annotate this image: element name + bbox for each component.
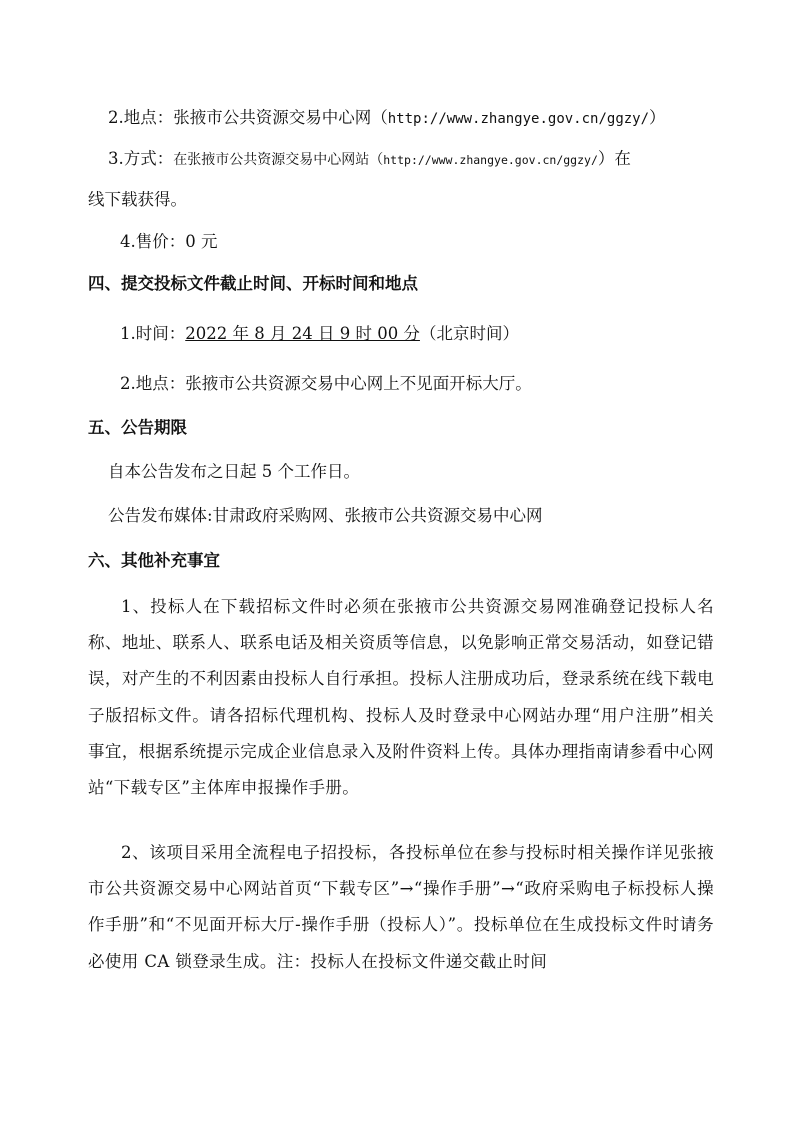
deadline-line <box>120 323 519 345</box>
location-line <box>108 107 666 130</box>
deadline-datetime: 2022 年 8 月 24 日 9 时 00 分 <box>185 324 420 343</box>
method-label: 方式： <box>123 149 174 168</box>
deadline-note: （北京时间） <box>419 324 519 343</box>
price-label: 售价： <box>135 232 186 251</box>
supplementary-paragraph-1: 1、投标人在下载招标文件时必须在张掖市公共资源交易网准确登记投标人名称、地址、联系人、联系电话及相关资质等信息，以免影响正常交易活动，如登记错误，对产生的不利因素由投标人自行承担。投标人注册成功后，登录系统在线下载电子版招标文件。请各招标代理机构、投标人及时登录中心网站办理“用户注册”相关事宜，根据系统提示完成企业信息录入及附件资料上传。具体办理指南请参看中心网站“下载专区”主体库申报操作手册。 <box>88 597 714 798</box>
price-number: 4. <box>120 232 136 251</box>
section-6-heading: 六、其他补充事宜 <box>88 551 220 570</box>
method-close: ）在 <box>597 149 631 168</box>
opening-location-text: 张掖市公共资源交易中心网上不见面开标大厅。 <box>185 374 532 393</box>
supplementary-paragraph-2: 2、该项目采用全流程电子招投标，各投标单位在参与投标时相关操作详见张掖市公共资源交易中心网站首页“下载专区”→“操作手册”→“政府采购电子标投标人操作手册”和“不见面开标大厅-操作手册（投标人）”。投标单位在生成投标文件时请务必使用 CA 锁登录生成。注：投标人在投标文件递交截止时间 <box>88 843 714 971</box>
deadline-number: 1. <box>120 324 136 343</box>
section-4-heading: 四、提交投标文件截止时间、开标时间和地点 <box>88 274 418 293</box>
method-number: 3. <box>108 149 124 168</box>
opening-location-line <box>120 373 532 395</box>
price-line <box>120 231 218 253</box>
section-5-heading: 五、公告期限 <box>88 418 187 437</box>
location-url-link[interactable]: http://www.zhangye.gov.cn/ggzy/ <box>387 111 650 127</box>
notice-media-text: 公告发布媒体:甘肃政府采购网、张掖市公共资源交易中心网 <box>108 506 543 525</box>
method-continuation: 线下载获得。 <box>88 190 187 209</box>
notice-period-text: 自本公告发布之日起 5 个工作日。 <box>108 462 360 481</box>
location-close: ） <box>649 108 666 127</box>
opening-location-label: 地点： <box>135 374 186 393</box>
location-text: 张掖市公共资源交易中心网（ <box>173 108 388 127</box>
method-line-cont <box>88 189 187 211</box>
location-label: 地点： <box>123 108 174 127</box>
price-value: 0 <box>185 232 196 251</box>
price-unit: 元 <box>201 232 218 251</box>
location-number: 2. <box>108 108 124 127</box>
method-line <box>108 148 631 171</box>
method-text: 在张掖市公共资源交易中心网站（ <box>173 152 384 168</box>
deadline-label: 时间： <box>135 324 186 343</box>
method-url-link[interactable]: http://www.zhangye.gov.cn/ggzy/ <box>383 153 598 167</box>
opening-location-number: 2. <box>120 374 136 393</box>
